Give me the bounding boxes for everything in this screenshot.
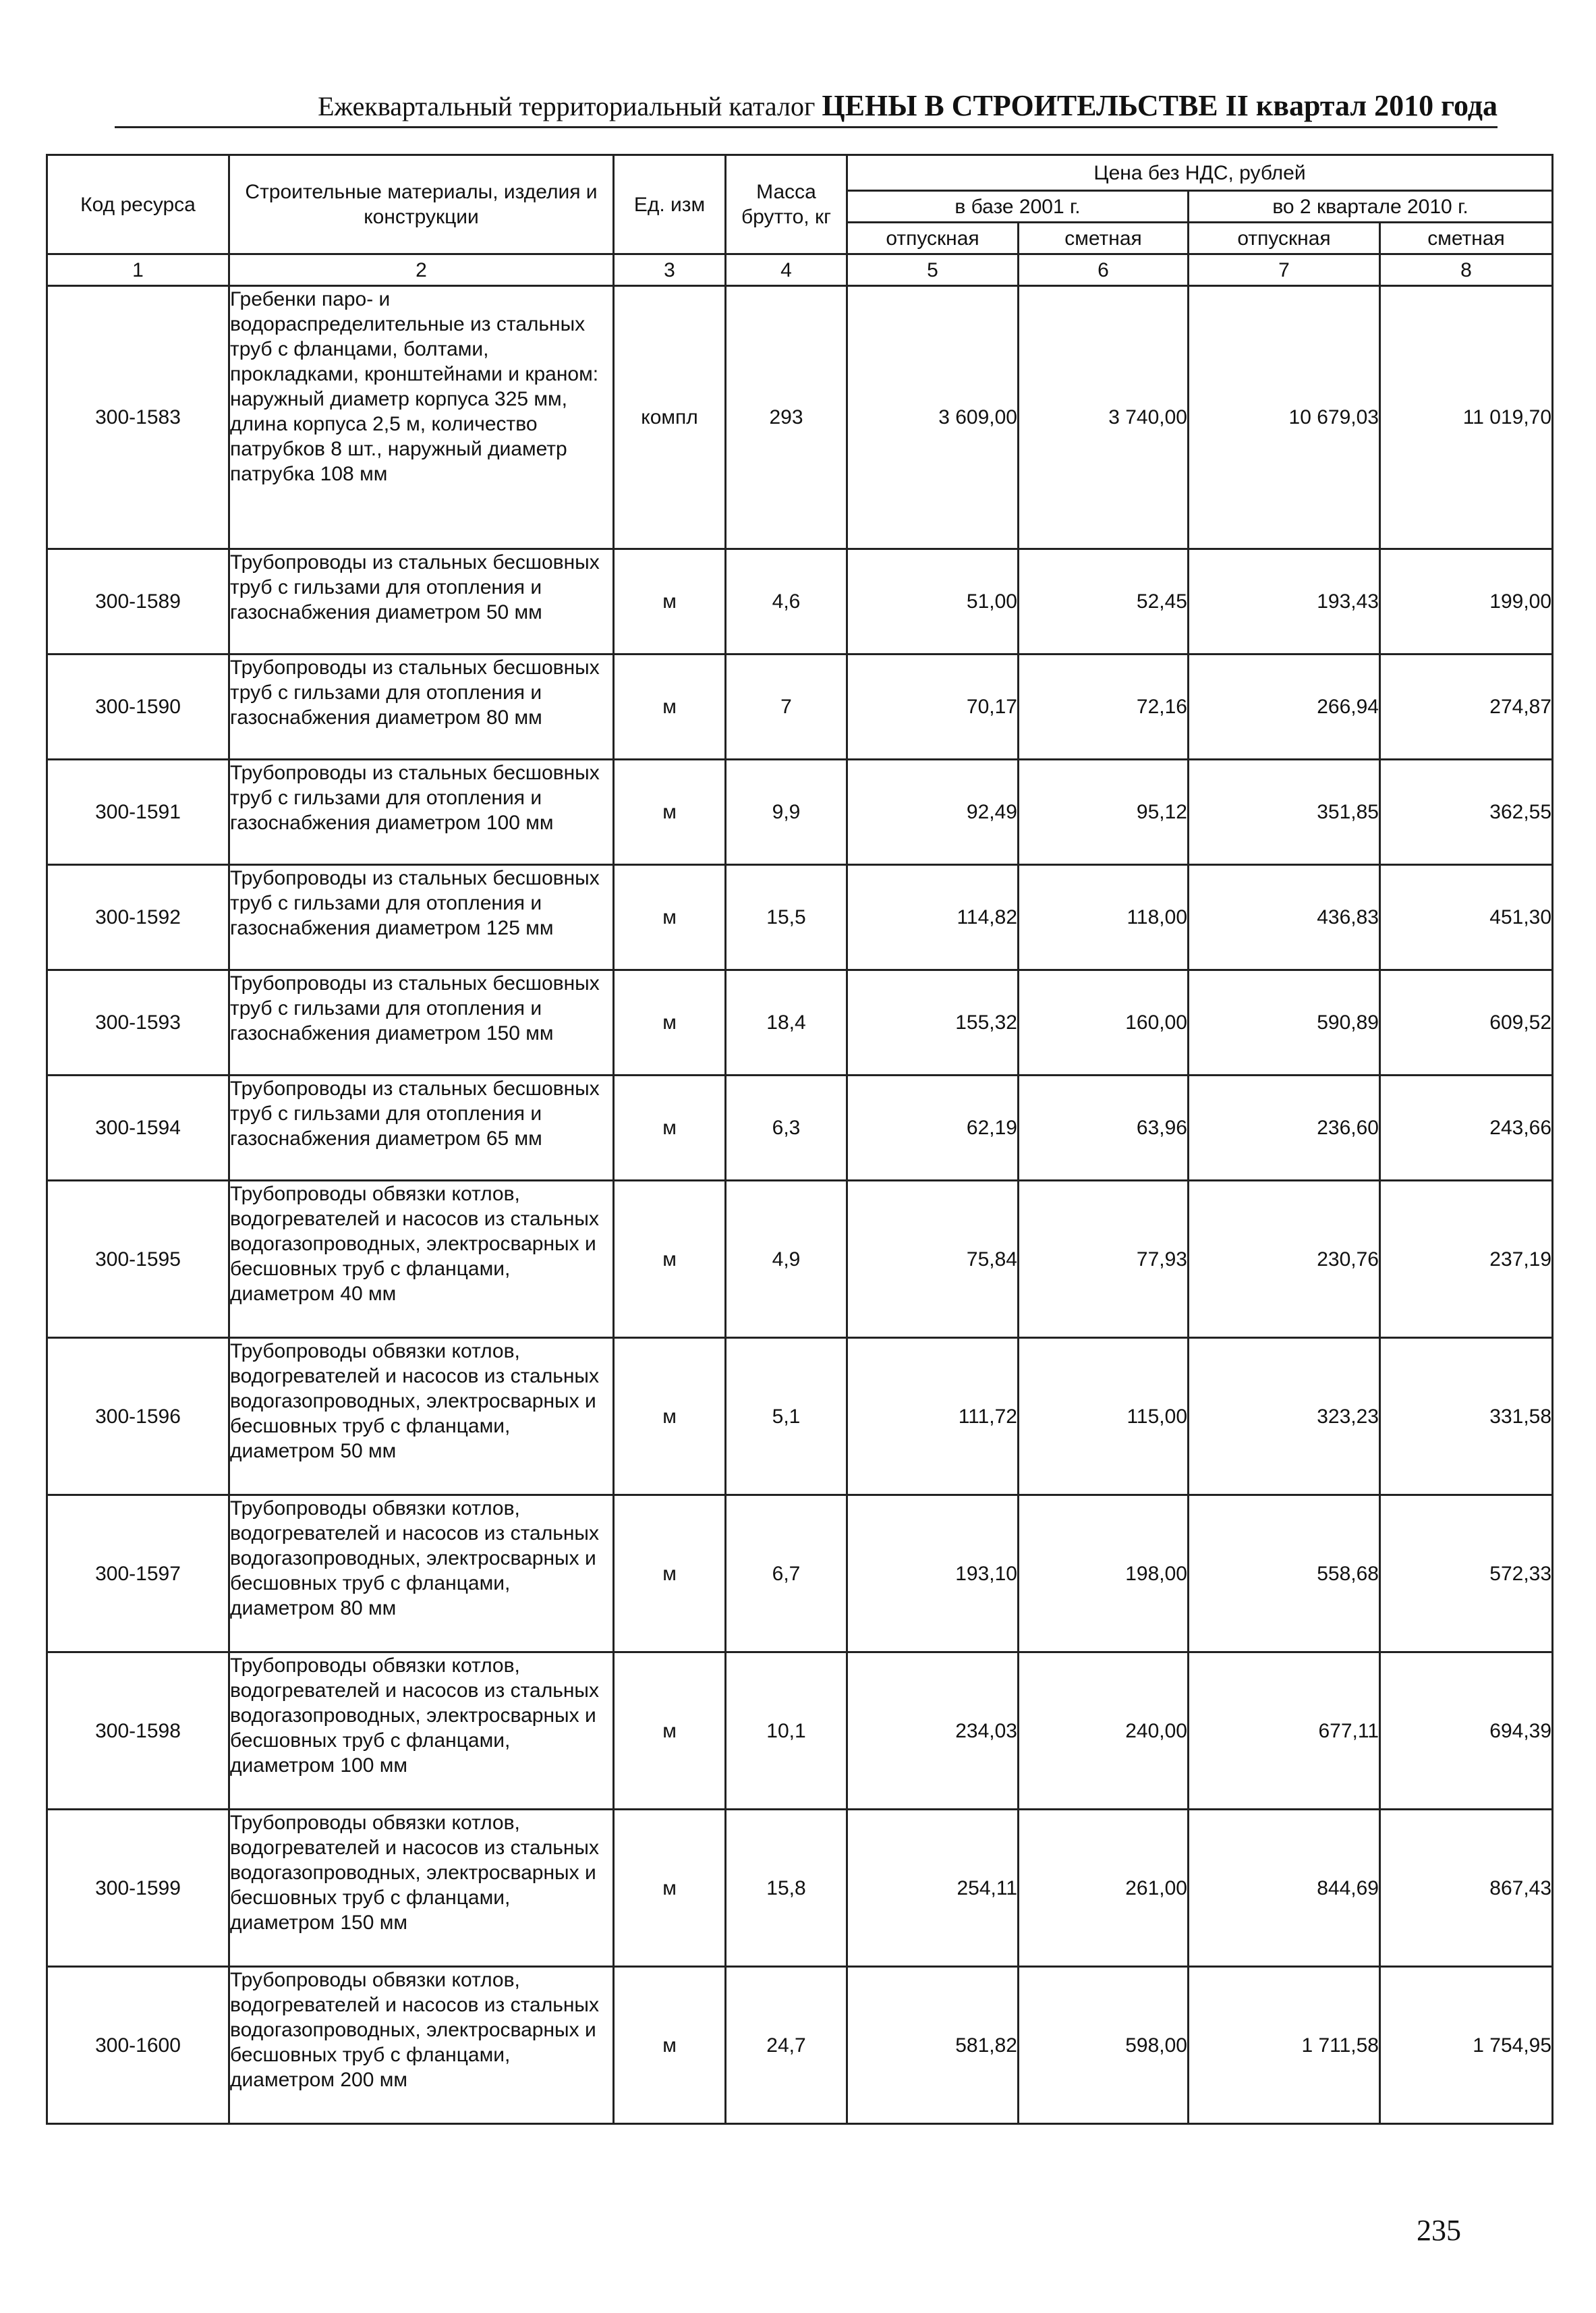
column-number-row [47,254,1553,286]
header-base-2001: в базе 2001 г. [847,191,1189,223]
price-catalog-table [46,154,1554,2125]
q2-estimate-price: 243,66 [1380,1076,1553,1181]
base-release-price: 155,32 [847,970,1019,1076]
material-name: Трубопроводы обвязки котлов, водогревателей и насосов из стальных водогазопроводных, электросварных и бесшовных труб с фланцами, диаметром 80 мм [229,1495,614,1652]
q2-release-price: 323,23 [1189,1338,1380,1495]
column-number: 5 [847,254,1019,286]
resource-code: 300-1597 [47,1495,229,1652]
resource-code: 300-1594 [47,1076,229,1181]
material-name: Трубопроводы обвязки котлов, водогревателей и насосов из стальных водогазопроводных, электросварных и бесшовных труб с фланцами, диаметром 200 мм [229,1967,614,2124]
gross-mass: 15,5 [726,865,847,970]
table-row [47,1495,1553,1652]
resource-code: 300-1593 [47,970,229,1076]
material-name: Трубопроводы из стальных бесшовных труб с гильзами для отопления и газоснабжения диаметром 100 мм [229,760,614,865]
header-q2-estimate: сметная [1380,223,1553,254]
column-number: 7 [1189,254,1380,286]
q2-estimate-price: 362,55 [1380,760,1553,865]
base-estimate-price: 261,00 [1019,1810,1189,1967]
resource-code: 300-1591 [47,760,229,865]
table-row [47,1076,1553,1181]
q2-release-price: 844,69 [1189,1810,1380,1967]
gross-mass: 7 [726,654,847,760]
column-number: 2 [229,254,614,286]
material-name: Трубопроводы из стальных бесшовных труб с гильзами для отопления и газоснабжения диаметром 150 мм [229,970,614,1076]
base-release-price: 193,10 [847,1495,1019,1652]
q2-estimate-price: 237,19 [1380,1181,1553,1338]
header-mass: Масса брутто, кг [726,155,847,254]
q2-release-price: 10 679,03 [1189,286,1380,549]
q2-estimate-price: 199,00 [1380,549,1553,654]
table-row [47,970,1553,1076]
gross-mass: 293 [726,286,847,549]
base-estimate-price: 52,45 [1019,549,1189,654]
base-estimate-price: 95,12 [1019,760,1189,865]
base-release-price: 111,72 [847,1338,1019,1495]
column-number: 8 [1380,254,1553,286]
q2-estimate-price: 694,39 [1380,1652,1553,1810]
unit: м [614,760,726,865]
resource-code: 300-1599 [47,1810,229,1967]
table-row [47,1652,1553,1810]
material-name: Трубопроводы обвязки котлов, водогревателей и насосов из стальных водогазопроводных, электросварных и бесшовных труб с фланцами, диаметром 40 мм [229,1181,614,1338]
q2-release-price: 351,85 [1189,760,1380,865]
base-release-price: 70,17 [847,654,1019,760]
base-release-price: 234,03 [847,1652,1019,1810]
table-row [47,1967,1553,2124]
header-prefix: Ежеквартальный территориальный каталог [318,91,816,121]
base-estimate-price: 115,00 [1019,1338,1189,1495]
q2-release-price: 236,60 [1189,1076,1380,1181]
header-q2-release: отпускная [1189,223,1380,254]
base-estimate-price: 63,96 [1019,1076,1189,1181]
base-estimate-price: 198,00 [1019,1495,1189,1652]
resource-code: 300-1595 [47,1181,229,1338]
material-name: Трубопроводы обвязки котлов, водогревателей и насосов из стальных водогазопроводных, электросварных и бесшовных труб с фланцами, диаметром 100 мм [229,1652,614,1810]
table-row [47,286,1553,549]
material-name: Трубопроводы из стальных бесшовных труб с гильзами для отопления и газоснабжения диаметром 50 мм [229,549,614,654]
base-estimate-price: 118,00 [1019,865,1189,970]
q2-estimate-price: 274,87 [1380,654,1553,760]
unit: м [614,1076,726,1181]
q2-release-price: 558,68 [1189,1495,1380,1652]
unit: м [614,1810,726,1967]
header-name: Строительные материалы, изделия и конструкции [229,155,614,254]
q2-estimate-price: 609,52 [1380,970,1553,1076]
base-release-price: 114,82 [847,865,1019,970]
unit: компл [614,286,726,549]
base-estimate-price: 77,93 [1019,1181,1189,1338]
resource-code: 300-1598 [47,1652,229,1810]
base-release-price: 92,49 [847,760,1019,865]
base-release-price: 581,82 [847,1967,1019,2124]
unit: м [614,865,726,970]
material-name: Гребенки паро- и водораспределительные из стальных труб с фланцами, болтами, прокладками, кронштейнами и краном: наружный диаметр корпуса 325 мм, длина корпуса 2,5 м, количество патрубков 8 шт., наружный диаметр патрубка 108 мм [229,286,614,549]
material-name: Трубопроводы обвязки котлов, водогревателей и насосов из стальных водогазопроводных, электросварных и бесшовных труб с фланцами, диаметром 50 мм [229,1338,614,1495]
base-estimate-price: 598,00 [1019,1967,1189,2124]
material-name: Трубопроводы из стальных бесшовных труб с гильзами для отопления и газоснабжения диаметром 125 мм [229,865,614,970]
unit: м [614,1495,726,1652]
table-row [47,1810,1553,1967]
header-unit: Ед. изм [614,155,726,254]
resource-code: 300-1592 [47,865,229,970]
column-number: 1 [47,254,229,286]
gross-mass: 5,1 [726,1338,847,1495]
q2-estimate-price: 11 019,70 [1380,286,1553,549]
table-row [47,654,1553,760]
gross-mass: 18,4 [726,970,847,1076]
q2-estimate-price: 572,33 [1380,1495,1553,1652]
base-release-price: 62,19 [847,1076,1019,1181]
page-number: 235 [1417,2214,1461,2247]
unit: м [614,1652,726,1810]
material-name: Трубопроводы обвязки котлов, водогревателей и насосов из стальных водогазопроводных, электросварных и бесшовных труб с фланцами, диаметром 150 мм [229,1810,614,1967]
material-name: Трубопроводы из стальных бесшовных труб с гильзами для отопления и газоснабжения диаметром 80 мм [229,654,614,760]
resource-code: 300-1600 [47,1967,229,2124]
material-name: Трубопроводы из стальных бесшовных труб с гильзами для отопления и газоснабжения диаметром 65 мм [229,1076,614,1181]
unit: м [614,654,726,760]
gross-mass: 15,8 [726,1810,847,1967]
q2-release-price: 266,94 [1189,654,1380,760]
q2-estimate-price: 451,30 [1380,865,1553,970]
q2-release-price: 436,83 [1189,865,1380,970]
q2-release-price: 1 711,58 [1189,1967,1380,2124]
base-release-price: 51,00 [847,549,1019,654]
unit: м [614,970,726,1076]
header-price-group: Цена без НДС, рублей [847,155,1553,191]
q2-estimate-price: 331,58 [1380,1338,1553,1495]
q2-release-price: 193,43 [1189,549,1380,654]
table-row [47,865,1553,970]
base-release-price: 254,11 [847,1810,1019,1967]
page-header [115,86,1498,128]
unit: м [614,1967,726,2124]
unit: м [614,549,726,654]
base-estimate-price: 3 740,00 [1019,286,1189,549]
gross-mass: 6,3 [726,1076,847,1181]
q2-estimate-price: 867,43 [1380,1810,1553,1967]
gross-mass: 6,7 [726,1495,847,1652]
table-row [47,760,1553,865]
column-number: 4 [726,254,847,286]
q2-estimate-price: 1 754,95 [1380,1967,1553,2124]
q2-release-price: 677,11 [1189,1652,1380,1810]
q2-release-price: 590,89 [1189,970,1380,1076]
unit: м [614,1338,726,1495]
q2-release-price: 230,76 [1189,1181,1380,1338]
base-release-price: 75,84 [847,1181,1019,1338]
resource-code: 300-1589 [47,549,229,654]
table-row [47,549,1553,654]
resource-code: 300-1583 [47,286,229,549]
header-title: ЦЕНЫ В СТРОИТЕЛЬСТВЕ II квартал 2010 года [822,89,1498,122]
base-estimate-price: 72,16 [1019,654,1189,760]
base-release-price: 3 609,00 [847,286,1019,549]
column-number: 6 [1019,254,1189,286]
gross-mass: 9,9 [726,760,847,865]
resource-code: 300-1590 [47,654,229,760]
gross-mass: 10,1 [726,1652,847,1810]
table-row [47,1338,1553,1495]
gross-mass: 4,9 [726,1181,847,1338]
header-q2-2010: во 2 квартале 2010 г. [1189,191,1553,223]
header-code: Код ресурса [47,155,229,254]
base-estimate-price: 240,00 [1019,1652,1189,1810]
table-row [47,1181,1553,1338]
header-base-release: отпускная [847,223,1019,254]
resource-code: 300-1596 [47,1338,229,1495]
column-number: 3 [614,254,726,286]
unit: м [614,1181,726,1338]
gross-mass: 24,7 [726,1967,847,2124]
gross-mass: 4,6 [726,549,847,654]
header-base-estimate: сметная [1019,223,1189,254]
base-estimate-price: 160,00 [1019,970,1189,1076]
